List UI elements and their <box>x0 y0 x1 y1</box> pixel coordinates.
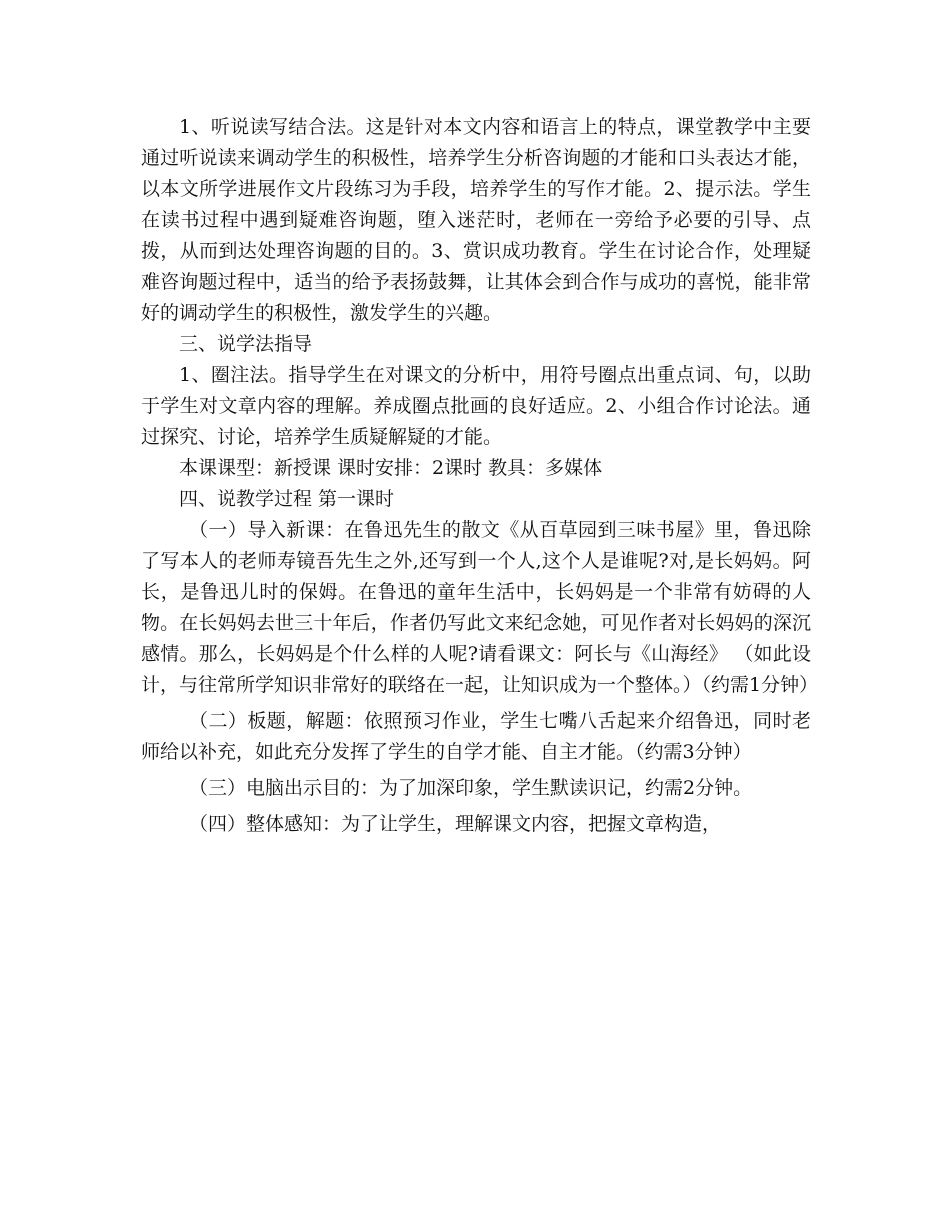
heading-learning-method-guidance: 三、说学法指导 <box>179 333 313 355</box>
document-page <box>141 112 819 840</box>
paragraph-lesson-info: 本课课型：新授课 课时安排：2课时 教具：多媒体 <box>179 457 603 479</box>
paragraph-learning-methods: 1、圈注法。指导学生在对课文的分析中，用符号圈点出重点词、句，以助于学生对文章内容的理解。养成圈点批画的良好适应。2、小组合作讨论法。通过探究、讨论，培养学生质疑解疑的才能。 <box>141 364 811 448</box>
heading-teaching-process: 四、说教学过程 第一课时 <box>179 488 395 510</box>
paragraph-introduction: （一）导入新课：在鲁迅先生的散文《从百草园到三味书屋》里，鲁迅除了写本人的老师寿镜吾先生之外,还写到一个人,这个人是谁呢?对,是长妈妈。阿长，是鲁迅儿时的保姆。在鲁迅的童年生活中，长妈妈是一个非常有妨碍的人物。在长妈妈去世三十年后，作者仍写此文来纪念她，可见作者对长妈妈的深沉感情。那么，长妈妈是个什么样的人呢?请看课文：阿长与《山海经》 （如此设计，与往常所学知识非常好的联络在一起，让知识成为一个整体。）（约需1分钟） <box>141 519 819 696</box>
paragraph-overall-perception: （四）整体感知：为了让学生，理解课文内容，把握文章构造， <box>189 813 722 835</box>
paragraph-teaching-methods: 1、听说读写结合法。这是针对本文内容和语言上的特点，课堂教学中主要通过听说读来调动学生的积极性，培养学生分析咨询题的才能和口头表达才能，以本文所学进展作文片段练习为手段，培养学生的写作才能。2、提示法。学生在读书过程中遇到疑难咨询题，堕入迷茫时，老师在一旁给予必要的引导、点拨，从而到达处理咨询题的目的。3、赏识成功教育。学生在讨论合作，处理疑难咨询题过程中，适当的给予表扬鼓舞，让其体会到合作与成功的喜悦，能非常好的调动学生的积极性，激发学生的兴趣。 <box>141 116 811 324</box>
paragraph-display-goals: （三）电脑出示目的：为了加深印象，学生默读识记，约需2分钟。 <box>189 777 753 799</box>
paragraph-title-explanation: （二）板题，解题：依照预习作业，学生七嘴八舌起来介绍鲁迅，同时老师给以补充，如此充分发挥了学生的自学才能、自主才能。（约需3分钟） <box>141 710 811 763</box>
